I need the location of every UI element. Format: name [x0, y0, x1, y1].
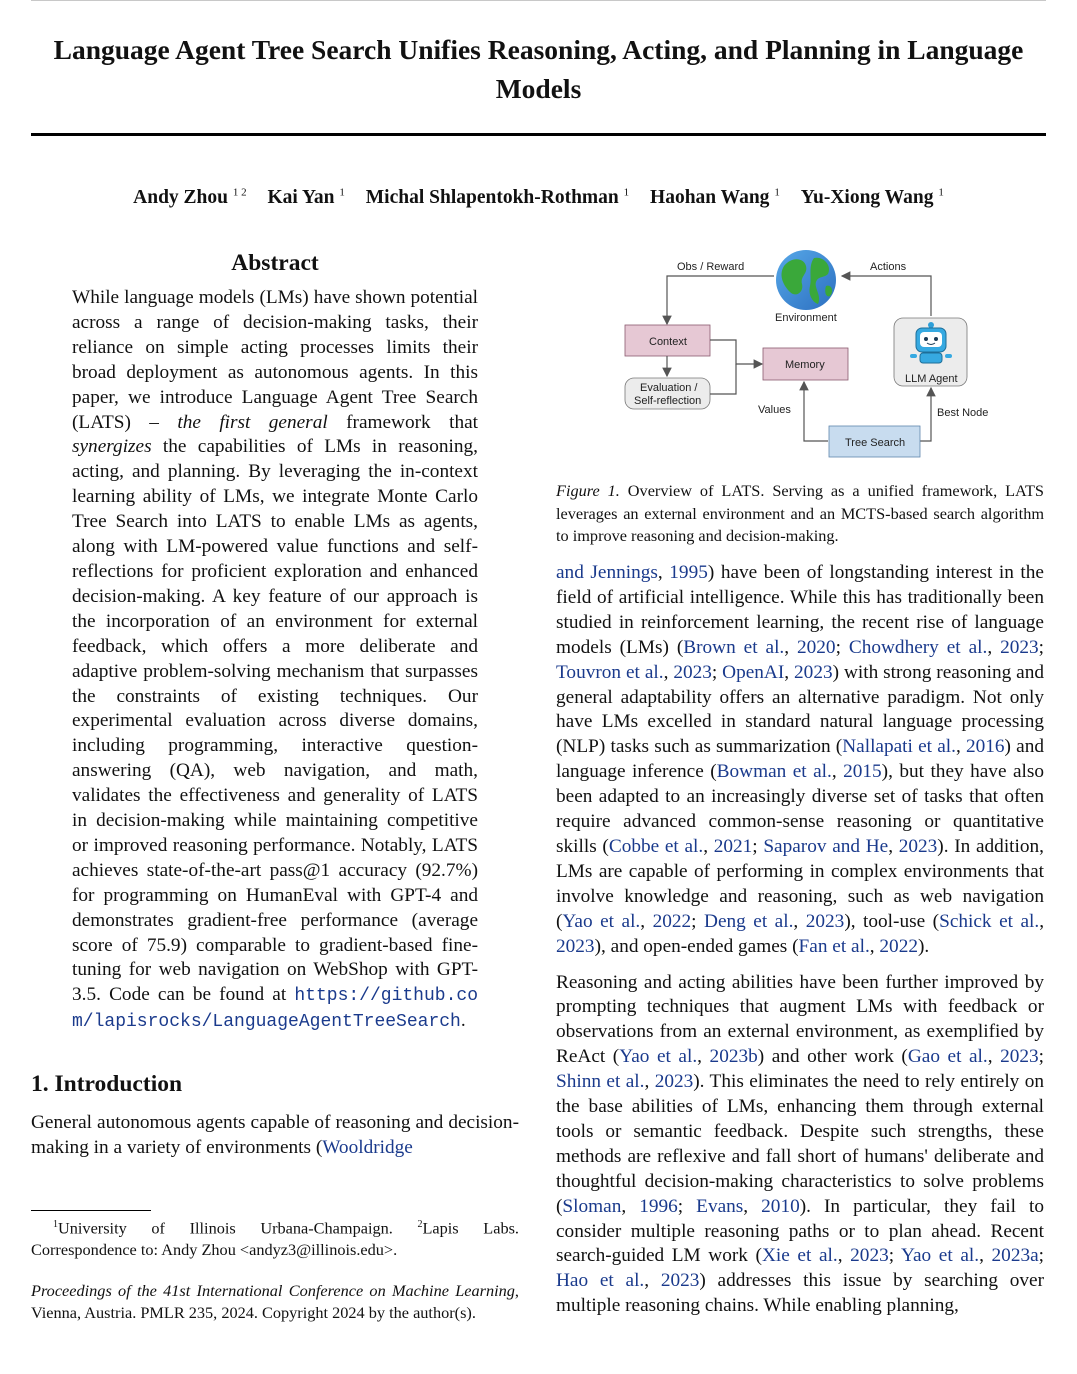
- citation-link[interactable]: 2023: [805, 910, 845, 932]
- citation-link[interactable]: 2023: [850, 1245, 889, 1267]
- citation-link[interactable]: 2022: [652, 910, 692, 932]
- body-text: ,: [784, 636, 797, 658]
- body-text: ,: [644, 1071, 655, 1093]
- paper-title: Language Agent Tree Search Unifies Reasoning, Acting, and Planning in Language Models: [53, 34, 1024, 104]
- citation-link[interactable]: Wooldridge: [322, 1137, 413, 1159]
- memory-label: Memory: [785, 359, 825, 371]
- body-text: ), but they have also been adapted to an increasingly diverse set of tasks that often require advanced common-sense reasoning or quantitative skills (: [556, 761, 1045, 857]
- values-arrow: [804, 382, 828, 441]
- citation-link[interactable]: Bowman et al.: [716, 761, 832, 783]
- body-text: ;: [1038, 1046, 1045, 1068]
- citation-link[interactable]: Fan et al.: [798, 935, 870, 957]
- body-text: ;: [752, 835, 764, 857]
- body-text: ,: [888, 835, 899, 857]
- body-text: ,: [955, 736, 966, 758]
- citation-link[interactable]: 2023: [794, 661, 833, 683]
- citation-link[interactable]: 2023: [898, 835, 938, 857]
- body-text: ) addresses this issue by searching over multiple reasoning chains. While enabling planning,: [556, 1270, 1044, 1317]
- body-text: ). In particular, they fail to consider multiple reasoning paths or to plan ahead. Recent search-guided LM work (: [556, 1195, 1044, 1267]
- body-text: ,: [793, 910, 806, 932]
- body-text: ;: [835, 636, 849, 658]
- best-node-label: Best Node: [937, 407, 989, 419]
- figure-1-caption: Figure 1. Overview of LATS. Serving as a unified framework, LATS leverages an external environment and an MCTS-based search algorithm to improve reasoning and decision-making.: [556, 481, 1044, 545]
- body-text: Reasoning and acting abilities have been further improved by prompting techniques that augment LMs with feedback or observations from an external environment, as exemplified by ReAct (: [556, 971, 1044, 1068]
- citation-link[interactable]: 1995: [669, 562, 708, 583]
- author: Michal Shlapentokh-Rothman $^1$: [365, 186, 630, 208]
- citation-link[interactable]: Yao et al.: [562, 910, 641, 932]
- body-text: ) and language inference (: [556, 736, 1045, 783]
- actions-label: Actions: [870, 261, 907, 273]
- right-column: [556, 561, 1044, 1319]
- body-text: ), tool-use (: [844, 910, 940, 932]
- left-column: [31, 248, 519, 1161]
- body-text: ,: [1039, 910, 1045, 932]
- body-text: ,: [743, 1195, 762, 1217]
- body-text: ,: [703, 835, 714, 857]
- citation-link[interactable]: Gao et al.: [907, 1046, 988, 1068]
- citation-link[interactable]: Sloman: [562, 1195, 622, 1217]
- obs-reward-arrow: [667, 276, 774, 324]
- proceedings-note: Proceedings of the 41st International Conference on Machine Learning, Vienna, Austria. PMLR 235, 2024. Copyright 2024 by the author(s).: [31, 1281, 519, 1322]
- citation-link[interactable]: 2023: [1000, 636, 1039, 658]
- intro-paragraph: General autonomous agents capable of reasoning and decision-making in a variety of environments (Wooldridge: [31, 1112, 519, 1159]
- values-label: Values: [758, 404, 791, 416]
- footnote-rule: [31, 1210, 151, 1211]
- title-rule: [31, 133, 1046, 136]
- evaluation-label-line2: Self-reflection: [634, 395, 702, 407]
- evaluation-label-line1: Evaluation /: [640, 382, 698, 394]
- citation-link[interactable]: 2023: [556, 935, 595, 957]
- citation-link[interactable]: Evans: [696, 1195, 744, 1217]
- author-list: [31, 180, 1046, 210]
- citation-link[interactable]: Touvron et al.: [556, 661, 664, 683]
- citation-link[interactable]: OpenAI: [722, 661, 785, 683]
- citation-link[interactable]: 1996: [639, 1195, 678, 1217]
- citation-link[interactable]: Xie et al.: [761, 1245, 838, 1267]
- body-text: ). In addition, LMs are capable of performing in complex environments that involve knowledge and reasoning, such as web navigation (: [556, 835, 1044, 932]
- citation-link[interactable]: Cobbe et al.: [608, 835, 704, 857]
- figure-1-diagram: [556, 248, 1044, 478]
- body-text: ,: [869, 935, 880, 957]
- body-text: ,: [657, 562, 670, 583]
- citation-link[interactable]: 2015: [843, 761, 882, 783]
- body-text: ,: [987, 1046, 1001, 1068]
- citation-link[interactable]: Yao et al.: [900, 1245, 980, 1267]
- body-text: ;: [711, 661, 723, 683]
- author: Kai Yan $^1$: [267, 186, 345, 208]
- actions-arrow: [842, 276, 931, 316]
- body-text: ,: [697, 1046, 710, 1068]
- body-text: ;: [677, 1195, 697, 1217]
- citation-link[interactable]: 2022: [879, 935, 918, 957]
- body-text: ).: [917, 935, 930, 957]
- globe-icon: [776, 250, 836, 310]
- body-text: ,: [979, 1245, 992, 1267]
- citation-link[interactable]: Chowdhery et al.: [848, 636, 988, 658]
- intro-paragraph-continued: [556, 561, 1044, 960]
- body-text: ,: [663, 661, 674, 683]
- section-heading-introduction: 1. Introduction: [31, 1071, 183, 1098]
- citation-link[interactable]: Shinn et al.: [556, 1071, 645, 1093]
- body-text: ,: [644, 1270, 661, 1292]
- citation-link[interactable]: Schick et al.: [939, 910, 1040, 932]
- body-text: ;: [1038, 636, 1045, 658]
- citation-link[interactable]: Nallapati et al.: [842, 736, 956, 758]
- body-text: ,: [621, 1195, 640, 1217]
- body-text: ) have been of longstanding interest in the field of artificial intelligence. While this has traditionally been studied in reinforcement learning, the recent rise of language models (LMs) (: [556, 562, 1044, 658]
- body-text: ,: [837, 1245, 851, 1267]
- citation-link[interactable]: 2023a: [991, 1245, 1039, 1267]
- citation-link[interactable]: 2023: [1000, 1046, 1039, 1068]
- body-text: ) and other work (: [757, 1046, 908, 1068]
- citation-link[interactable]: 2023: [654, 1071, 694, 1093]
- tree-search-label: Tree Search: [845, 437, 906, 449]
- citation-link[interactable]: Yao et al.: [619, 1046, 698, 1068]
- author: Andy Zhou $^{1 2}$: [133, 186, 247, 208]
- citation-link[interactable]: 2020: [797, 636, 836, 658]
- citation-link[interactable]: Deng et al.: [704, 910, 794, 932]
- abstract-heading: Abstract: [231, 250, 319, 276]
- author: Haohan Wang $^1$: [650, 186, 780, 208]
- best-node-arrow: [920, 388, 931, 441]
- body-text: ;: [1038, 1245, 1045, 1267]
- body-text: ,: [831, 761, 844, 783]
- abstract-body: While language models (LMs) have shown potential across a range of decision-making tasks, their reliance on simple acting processes limits their broad deployment as autonomous agents. In this paper, we introduce Language Agent Tree Search (LATS) – the first general framework that synergizes the capabilities of LMs in reasoning, acting, and planning. By leveraging the in-context learning ability of LMs, we integrate Monte Carlo Tree Search into LATS to enable LMs as agents, along with LM-powered value functions and self-reflections for proficient exploration and enhanced decision-making. A key feature of our approach is the incorporation of an environment for external feedback, which offers a more deliberate and adaptive problem-solving mechanism that surpasses the constraints of existing techniques. Our experimental evaluation across diverse domains, including programming, interactive question-answering (QA), web navigation, and math, validates the effectiveness and generality of LATS in decision-making while maintaining competitive or improved reasoning performance. Notably, LATS achieves state-of-the-art pass@1 accuracy (92.7%) for programming on HumanEval with GPT-4 and demonstrates gradient-free performance (average score of 75.9) comparable to gradient-based fine-tuning for web navigation on WebShop with GPT-3.5. Code can be found at https://github.com/lapisrocks/LanguageAgentTreeSearch.: [72, 287, 478, 1033]
- llm-agent-label: LLM Agent: [905, 373, 958, 385]
- top-rule: [31, 0, 1046, 1]
- citation-link[interactable]: and Jennings: [556, 562, 658, 583]
- citation-link[interactable]: 2023b: [709, 1046, 758, 1068]
- citation-link[interactable]: Brown et al.: [683, 636, 785, 658]
- citation-link[interactable]: Saparov and He: [763, 835, 889, 857]
- context-label: Context: [649, 336, 687, 348]
- citation-link[interactable]: 2021: [713, 835, 753, 857]
- body-text: ). This eliminates the need to rely entirely on the base abilities of LMs, enhancing them through external tools or semantic feedback. Despite such strengths, these methods are reflexive and fall short of humans' deliberate and thoughtful decision-making characteristics to solve problems (: [556, 1071, 1045, 1217]
- obs-reward-label: Obs / Reward: [677, 261, 745, 273]
- citation-link[interactable]: 2023: [660, 1270, 700, 1292]
- citation-link[interactable]: Hao et al.: [556, 1270, 645, 1292]
- body-text: ;: [888, 1245, 901, 1267]
- citation-link[interactable]: 2023: [673, 661, 712, 683]
- body-text: ,: [640, 910, 653, 932]
- body-text: ,: [987, 636, 1001, 658]
- body-text: ), and open-ended games (: [594, 935, 799, 957]
- citation-link[interactable]: 2016: [965, 736, 1005, 758]
- code-link[interactable]: https://github.com/lapisrocks/LanguageAgentTreeSearch: [72, 986, 478, 1033]
- citation-link[interactable]: 2010: [761, 1195, 800, 1217]
- context-memory-arrow: [710, 340, 762, 364]
- environment-label: Environment: [775, 312, 837, 324]
- body-text: ;: [691, 910, 705, 932]
- eval-memory-arrow: [710, 364, 736, 394]
- body-text: ) with strong reasoning and general adaptability offers an alternative paradigm. Not only have LMs excelled in standard natural language processing (NLP) tasks such as summarization (: [556, 661, 1045, 758]
- affiliation-footnote: $^1$University of Illinois Urbana-Champaign. $^2$Lapis Labs. Correspondence to: Andy Zhou <andyz3@illinois.edu>.: [31, 1218, 519, 1260]
- intro-paragraph-2: [556, 971, 1044, 1320]
- author: Yu-Xiong Wang $^1$: [800, 186, 944, 208]
- body-text: ,: [784, 661, 795, 683]
